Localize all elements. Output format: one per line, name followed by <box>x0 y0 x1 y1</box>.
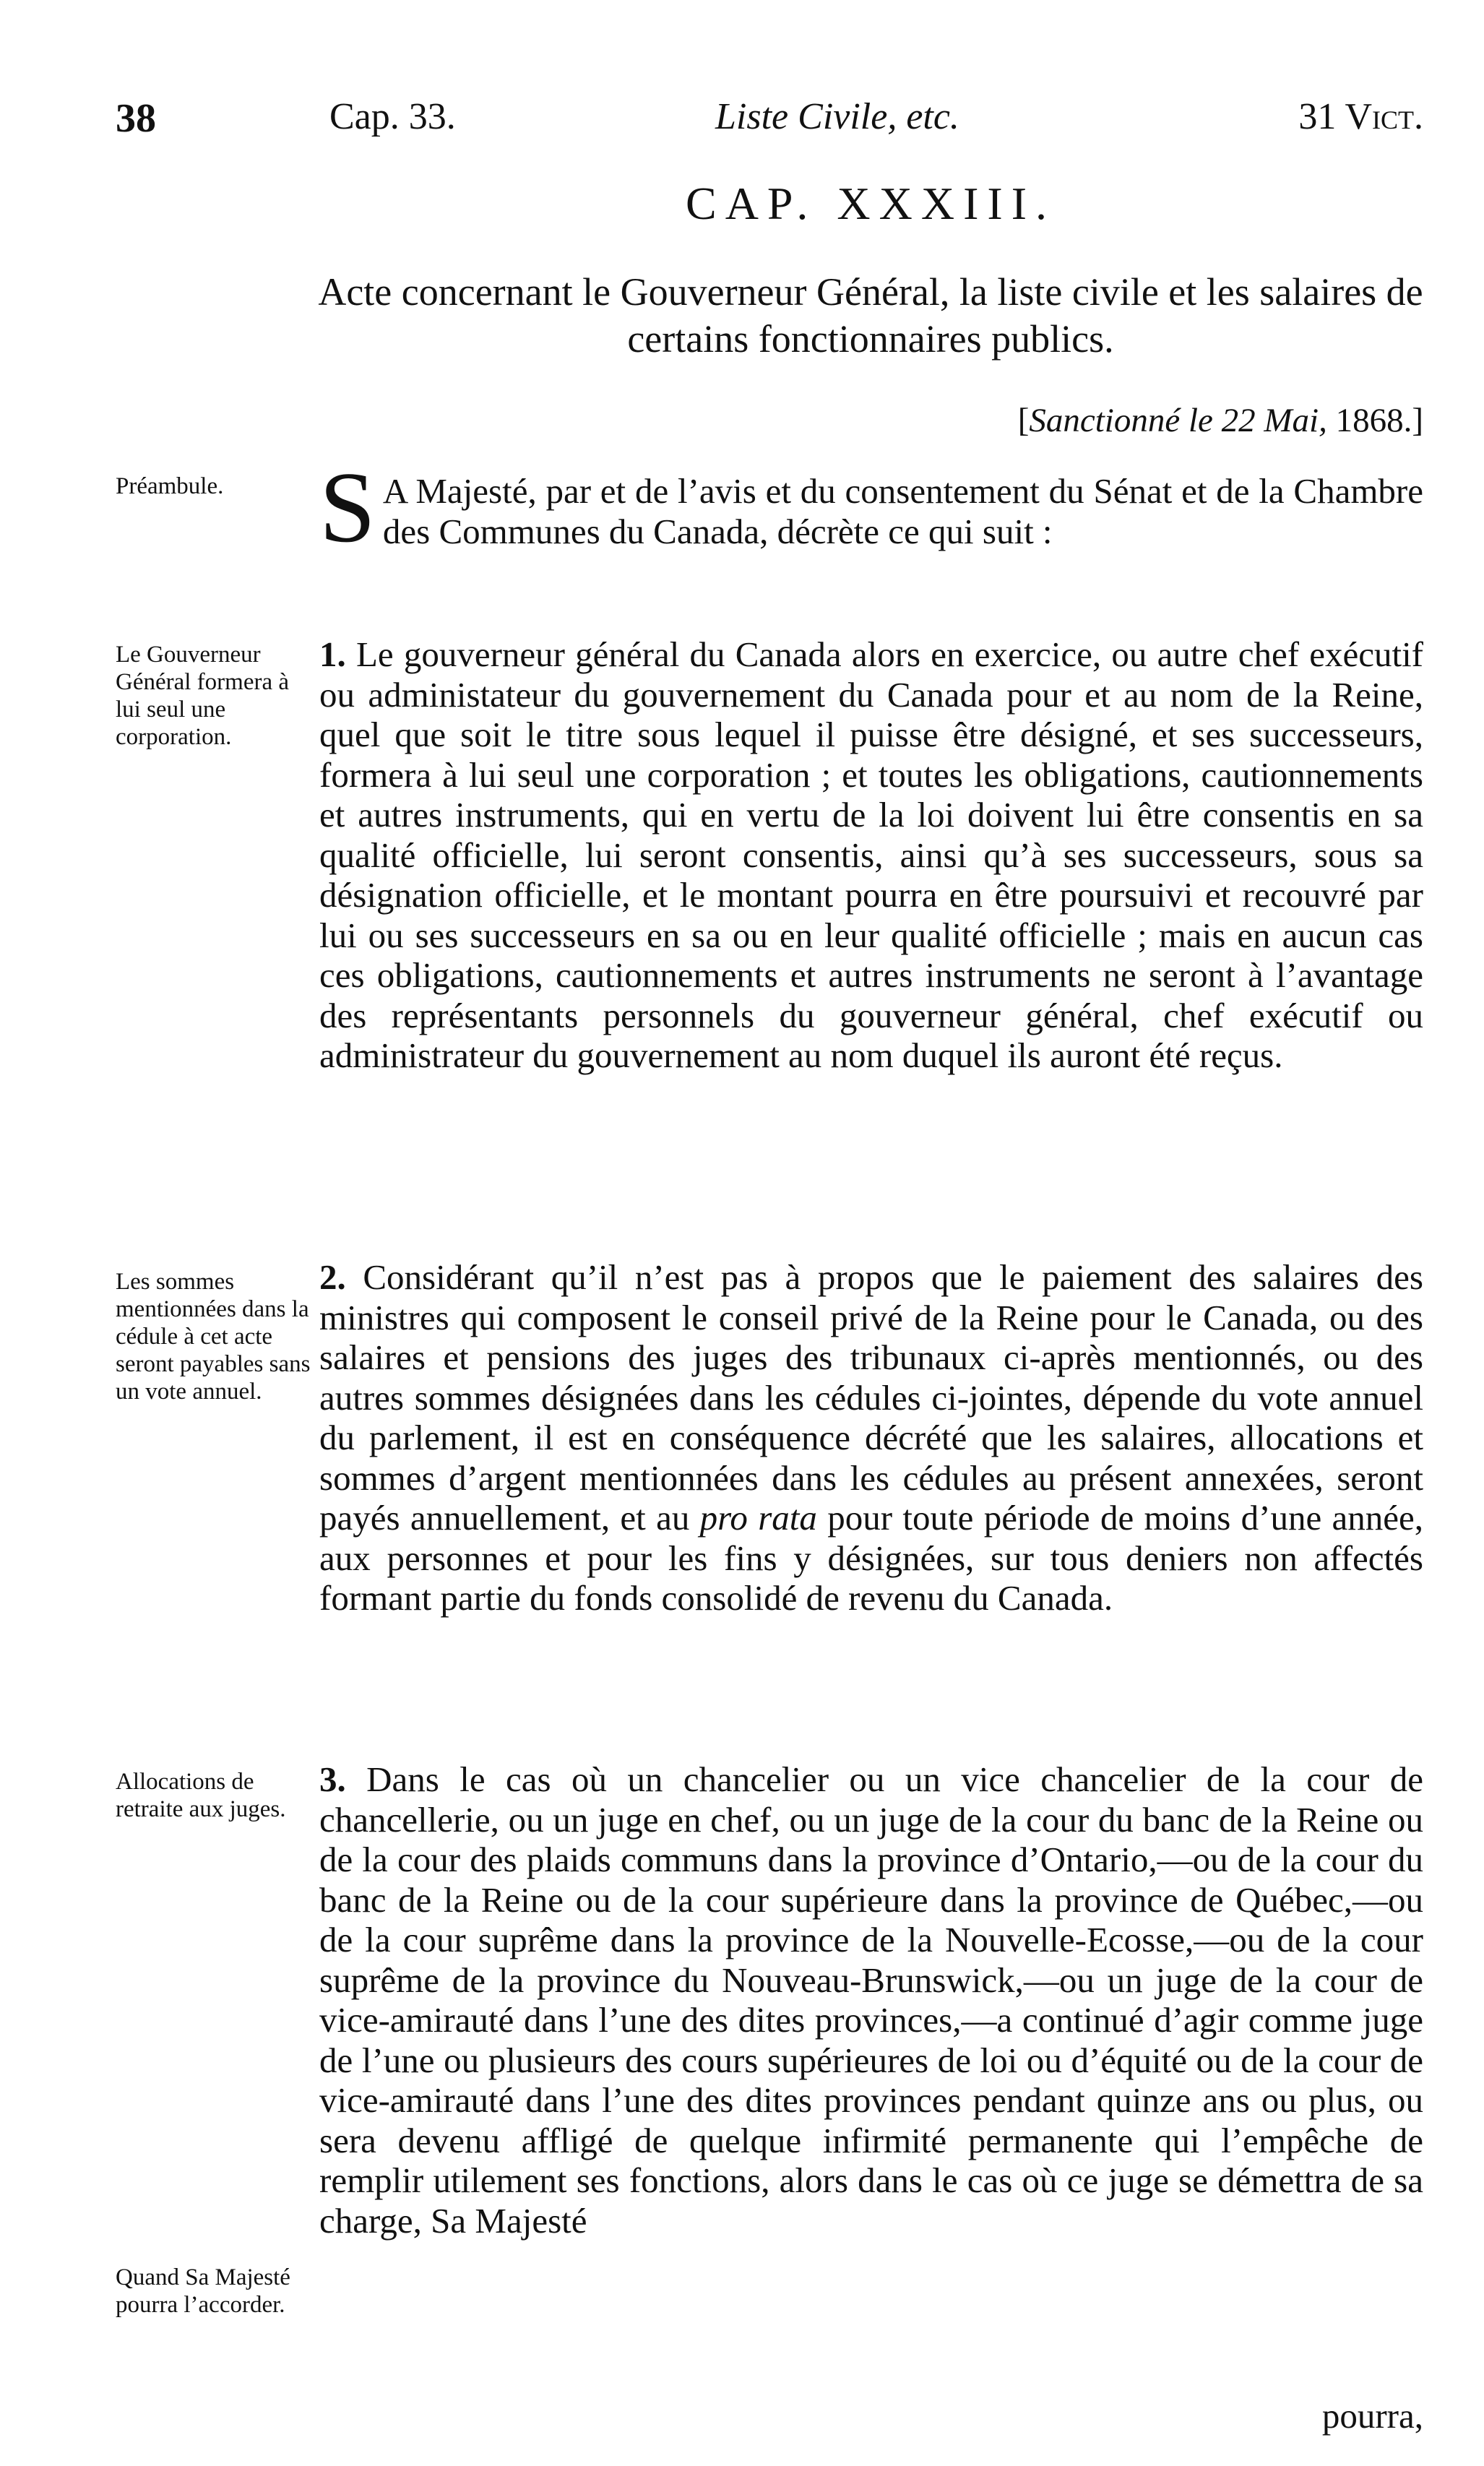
sanction-date <box>1018 401 1423 440</box>
section-number-1: 1. <box>319 634 346 674</box>
running-header <box>116 95 1423 146</box>
section-1 <box>319 634 1423 1076</box>
header-chapter: Cap. 33. <box>329 96 456 137</box>
margin-note-section-2: Les sommes mentionnées dans la cédule à cet acte seront payables sans un vote annuel. <box>116 1269 311 1405</box>
margin-note-section-1: Le Gouverneur Général formera à lui seul une corporation. <box>116 642 290 750</box>
margin-note-preamble: Préambule. <box>116 473 224 499</box>
section-2-text-before: Considérant qu’il n’est pas à propos que le paiement des salaires des ministres qui composent le conseil privé de la Reine pour le Canada, ou des salaires et pensions des juges des tribunaux ci-après mentionnés, ou des autres sommes désignées dans les cédules ci-jointes, dépende du vote annuel du parlement, il est en conséquence décrété que les salaires, allocations et sommes d’argent mentionnées dans les cédules au présent annexées, seront payés annuellement, et au <box>319 1257 1423 1538</box>
header-running-title: Liste Civile, etc. <box>715 96 959 137</box>
chapter-title: CAP. XXXIII. <box>686 178 1056 229</box>
section-2-text-after: pour toute période de moins d’une année, aux personnes et pour les fins y désignées, sur tous deniers non affectés formant partie du fonds consolidé de revenu du Canada. <box>319 1498 1424 1618</box>
sanction-open: [ <box>1017 402 1030 439</box>
section-number-2: 2. <box>319 1257 346 1297</box>
section-2-italic: pro rata <box>699 1498 817 1538</box>
section-3-text: Dans le cas où un chancelier ou un vice chancelier de la cour de chancellerie, ou un juge en chef, ou un juge de la cour du banc de la Reine ou de la cour des plaids communs dans la province d’Ontario,—ou de la cour du banc de la Reine ou de la cour supérieure dans la province de Québec,—ou de la cour suprême dans la province de la Nouvelle-Ecosse,—ou de la cour suprême de la province du Nouveau-Brunswick,—ou un juge de la cour de vice-amirauté dans l’une des dites provinces,—a continué d’agir comme juge de l’une ou plusieurs des cours supérieures de loi ou d’équité ou de la cour de vice-amirauté dans l’une des dites provinces pendant quinze ans ou plus, ou sera devenu affligé de quelque infirmité permanente qui l’empêche de remplir utilement ses fonctions, alors dans le cas où ce juge se démettra de sa charge, Sa Majesté <box>319 1759 1424 2241</box>
drop-cap: S <box>319 452 376 564</box>
page-number: 38 <box>116 96 156 141</box>
header-regnal-year: 31 Vict. <box>1298 96 1423 137</box>
section-number-3: 3. <box>319 1759 346 1799</box>
preamble-text: A Majesté, par et de l’avis et du consentement du Sénat et de la Chambre des Communes du Canada, décrète ce qui suit : <box>382 471 1423 551</box>
act-title: Acte concernant le Gouverneur Général, la liste civile et les salaires de certains fonctionnaires publics. <box>318 270 1423 361</box>
section-2 <box>319 1257 1423 1618</box>
margin-note-section-3b: Quand Sa Majesté pourra l’accorder. <box>116 2264 290 2318</box>
section-1-text: Le gouverneur général du Canada alors en exercice, ou autre chef exécutif ou administateur du gouvernement du Canada pour et au nom de la Reine, quel que soit le titre sous lequel il puisse être désigné, et ses successeurs, formera à lui seul une corporation ; et toutes les obligations, cautionnements et autres instruments, qui en vertu de la loi doivent lui être consentis en sa qualité officielle, lui seront consentis, ainsi qu’à ses successeurs, sous sa désignation officielle, et le montant pourra en être poursuivi et recouvré par lui ou ses successeurs en sa ou en leur qualité officielle ; mais en aucun cas ces obligations, cautionnements et autres instruments ne seront à l’avantage des représentants personnels du gouverneur général, chef exécutif ou administrateur du gouvernement au nom duquel ils auront été reçus. <box>319 634 1424 1075</box>
section-3 <box>319 1759 1423 2241</box>
catchword: pourra, <box>1321 2396 1423 2436</box>
preamble-paragraph <box>319 452 1423 564</box>
margin-note-section-3: Allocations de retraite aux juges. <box>116 1769 286 1822</box>
sanction-year: 1868.] <box>1335 402 1423 439</box>
sanction-text: Sanctionné le 22 Mai, <box>1029 402 1327 439</box>
